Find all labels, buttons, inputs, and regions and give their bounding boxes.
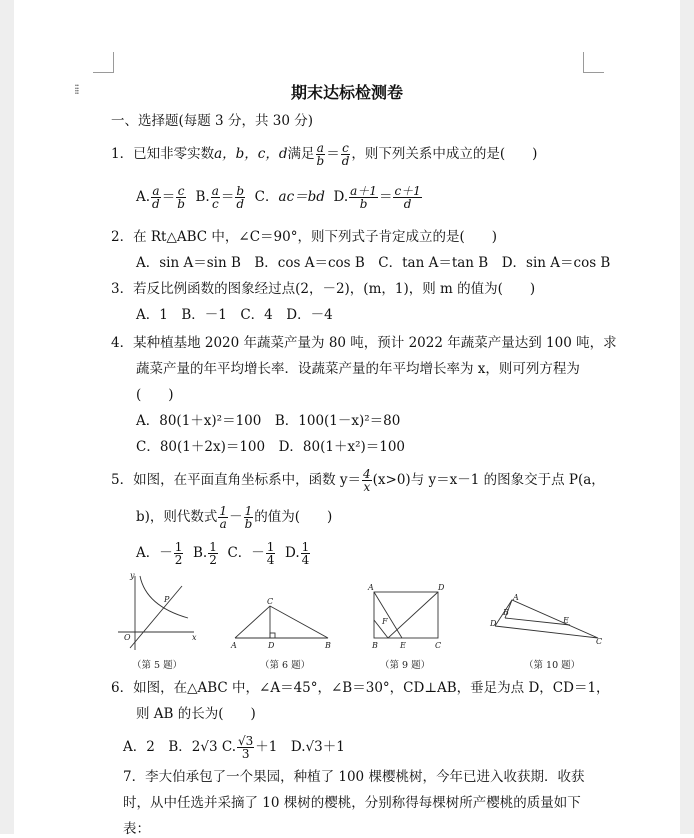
fig10-label: E <box>563 616 569 625</box>
left-margin-bar <box>0 0 14 834</box>
fig9-label: C <box>435 641 442 650</box>
crop-mark-left <box>93 52 114 73</box>
fig5-label: P <box>164 595 170 604</box>
fig6-label: D <box>268 641 275 650</box>
figure-caption: （第 6 题） <box>260 660 311 671</box>
crop-mark-right <box>583 52 604 73</box>
question-2-options: A．sin A＝sin B B．cos A＝cos B C．tan A＝tan B D．sin A＝cos B <box>136 255 611 271</box>
fig5-label: y <box>130 571 135 580</box>
question-7-line-3: 表： <box>123 821 150 837</box>
drag-handle-icon[interactable]: ⁞⁞ <box>74 82 78 98</box>
fig9-label: D <box>438 583 445 592</box>
figure-caption: （第 10 题） <box>524 660 581 671</box>
fig6-label: B <box>325 641 331 650</box>
question-6-line-2: 则 AB 的长为( ) <box>136 706 256 722</box>
question-1: 1．已知非零实数a，b，c，d满足 $\frac{a}{b}$ ＝ $\frac{c}{d}$ ，则下列关系中成立的是( ) <box>111 141 538 168</box>
fig9-label: E <box>400 641 406 650</box>
question-4-line-1: 4．某种植基地 2020 年蔬菜产量为 80 吨，预计 2022 年蔬菜产量达到 100 吨，求 <box>111 335 617 351</box>
question-1-options: A. $\frac{a}{d}$ ＝ $\frac{c}{b}$ B. $\frac{a}{c}$ ＝ $\frac{b}{d}$ C．ac＝bd D. $\frac{a+1}{b}$ ＝ $\frac{c+1}{d}$ <box>136 184 421 211</box>
fraction: $\frac{c}{d}$ <box>341 141 350 168</box>
fig6-label: A <box>231 641 237 650</box>
question-6-line-1: 6．如图，在△ABC 中，∠A＝45°，∠B＝30°，CD⊥AB，垂足为点 D，CD＝1， <box>111 680 610 696</box>
fig6-label: C <box>267 597 274 606</box>
question-3-options: A．1 B．－1 C．4 D．－4 <box>136 307 333 323</box>
figure-caption: （第 5 题） <box>132 660 183 671</box>
figures-row <box>110 570 603 655</box>
section-heading: 一、选择题(每题 3 分，共 30 分) <box>111 113 313 129</box>
page-title: 期末达标检测卷 <box>290 83 403 102</box>
fig9-label: F <box>382 617 388 626</box>
question-4-options-1: A．80(1＋x)²＝100 B．100(1－x)²＝80 <box>136 413 401 429</box>
fig9-rectangle <box>374 592 438 638</box>
fig5-label: O <box>124 633 131 642</box>
fig5-label: x <box>192 633 197 642</box>
fig9-line-ae <box>374 592 402 638</box>
question-4-line-2: 蔬菜产量的年平均增长率．设蔬菜产量的年平均增长率为 x，则可列方程为 <box>136 361 580 377</box>
fig9-line-db <box>388 592 438 638</box>
right-margin-bar <box>680 0 694 834</box>
fig6-triangle <box>235 606 328 638</box>
question-4-options-2: C．80(1＋2x)＝100 D．80(1＋x²)＝100 <box>136 439 406 455</box>
question-5-line-2: b)，则代数式 $\frac{1}{a}$ － $\frac{1}{b}$ 的值为( ) <box>136 504 333 531</box>
question-5-options: A．－ $\frac{1}{2}$ B. $\frac{1}{2}$ C．－ $\frac{1}{4}$ D. $\frac{1}{4}$ <box>136 540 310 567</box>
question-5-line-1: 5．如图，在平面直角坐标系中，函数 y＝ $\frac{4}{x}$ (x>0)与 y＝x－1 的图象交于点 P(a， <box>111 467 605 494</box>
fig10-label: B <box>503 608 509 617</box>
fig10-label: D <box>490 619 497 628</box>
question-7-line-2: 时，从中任选并采摘了 10 棵树的樱桃，分别称得每棵树所产樱桃的质量如下 <box>123 795 581 811</box>
question-7-line-1: 7．李大伯承包了一个果园，种植了 100 棵樱桃树，今年已进入收获期．收获 <box>123 769 585 785</box>
fig9-label: B <box>372 641 378 650</box>
fig6-right-angle <box>270 633 275 638</box>
fig10-label: C <box>596 637 603 646</box>
fraction: $\frac{a}{b}$ <box>316 141 325 168</box>
question-2: 2．在 Rt△ABC 中，∠C＝90°，则下列式子肯定成立的是( ) <box>111 229 497 245</box>
fig9-label: A <box>368 583 374 592</box>
fig10-label: A <box>513 593 519 602</box>
question-3: 3．若反比例函数的图象经过点(2，－2)，(m，1)，则 m 的值为( ) <box>111 281 536 297</box>
question-4-line-3: ( ) <box>136 387 174 403</box>
question-6-options: A．2 B．2√3 C. $\frac{√3}{3}$ ＋1 D.√3＋1 <box>123 734 345 761</box>
fig5-line <box>130 586 182 648</box>
figure-caption: （第 9 题） <box>380 660 431 671</box>
